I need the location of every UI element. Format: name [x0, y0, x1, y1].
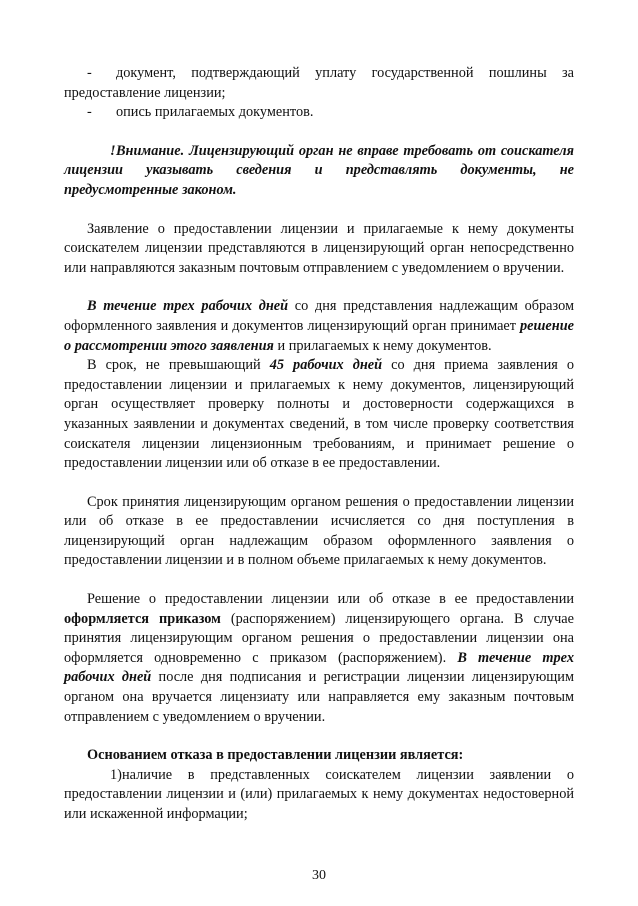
paragraph-text: со дня приема заявления о предоставлении лицензии и прилагаемых к нему документов, лицензирующий орган осуществляет проверку полноты и достоверности содержащихся в указанных заявлении и документах сведений, в том числе проверку соответствия соискателя лицензии лицензионным требованиям, и принимает решение о предоставлении лицензии или об отказе в ее предоставлении.: [64, 357, 574, 472]
list-item-text: наличие в представленных соискателем лицензии заявлении о предоставлении лицензии и (или) прилагаемых к нему документах недостоверной или искаженной информации;: [64, 766, 574, 822]
page-number: 30: [312, 868, 326, 883]
bold-phrase: 45 рабочих дней: [269, 357, 383, 374]
list-item-fee-document: [64, 64, 574, 103]
paragraph-text: В срок, не превышающий: [87, 357, 270, 374]
bold-phrase: В течение трех рабочих дней: [87, 298, 289, 315]
refusal-item-1: [64, 766, 574, 825]
list-item-text: документ, подтверждающий уплату государственной пошлины за предоставление лицензии;: [64, 65, 574, 101]
warning-marker: !: [110, 142, 116, 159]
warning-text: Внимание. Лицензирующий орган не вправе требовать от соискателя лицензии указывать сведения и представлять документы, не предусмотренные законом.: [64, 142, 574, 198]
paragraph-application: Заявление о предоставлении лицензии и прилагаемые к нему документы соискателем лицензии представляются в лицензирующий орган непосредственно или направляются заказным почтовым отправлением с уведомлением о вручении.: [64, 220, 574, 276]
paragraph-text: со дня представления надлежащим образом оформленного заявления и документов лицензирующий орган принимает: [64, 298, 574, 334]
list-item-inventory: [64, 103, 574, 123]
refusal-heading: Основанием отказа в предоставлении лицензии является:: [87, 747, 464, 764]
bold-phrase: решение о рассмотрении этого заявления: [64, 317, 574, 354]
paragraph-decision: [64, 590, 574, 727]
list-marker: -: [87, 104, 92, 121]
document-page: [64, 64, 574, 825]
paragraph-text: после дня подписания и регистрации лицензии лицензирующим органом она вручается лицензиату или направляется ему заказным почтовым отправлением с уведомлением о вручении.: [64, 669, 574, 725]
bold-phrase: В течение трех рабочих дней: [64, 649, 574, 686]
bold-phrase: оформляется приказом: [64, 610, 221, 627]
paragraph-text: и прилагаемых к нему документов.: [273, 337, 492, 354]
warning-note: [64, 142, 574, 201]
list-number: 1): [110, 766, 122, 783]
paragraph-three-days: [64, 297, 574, 356]
paragraph-text: Решение о предоставлении лицензии или об отказе в ее предоставлении: [87, 591, 574, 608]
paragraph-text: (распоряжением) лицензирующего органа. В случае принятия лицензирующим органом решения о предоставлении лицензии она оформляется одновременно с приказом (распоряжением).: [64, 610, 574, 666]
list-marker: -: [87, 65, 92, 81]
list-item-text: опись прилагаемых документов.: [116, 104, 314, 121]
paragraph-45-days: [64, 356, 574, 474]
paragraph-term: Срок принятия лицензирующим органом решения о предоставлении лицензии или об отказе в ее предоставлении исчисляется со дня поступления в лицензирующий орган надлежащим образом оформленного заявления о предоставлении лицензии и в полном объеме прилагаемых к нему документов.: [64, 493, 574, 569]
